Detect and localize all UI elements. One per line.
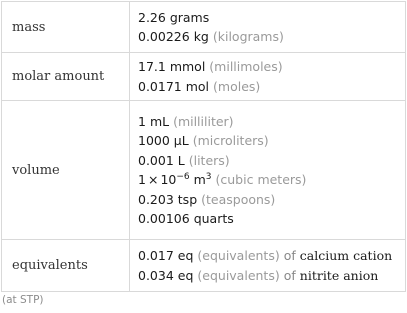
value-unit-base: m <box>193 172 206 187</box>
value-number: 0.00106 <box>138 211 190 226</box>
substance-name: nitrite anion <box>299 267 379 283</box>
unit-description: (liters) <box>188 152 230 168</box>
row-values-molar-amount <box>130 53 406 101</box>
value-number: 0.00226 <box>138 29 190 44</box>
value-number: 17.1 <box>138 59 166 74</box>
row-label-molar-amount: molar amount <box>2 53 130 101</box>
value-number: 0.034 <box>138 267 174 283</box>
value-exponent: −6 <box>176 172 190 182</box>
value-unit: tsp <box>177 191 198 207</box>
value-unit: quarts <box>193 211 234 226</box>
footnote: (at STP) <box>2 294 44 306</box>
unit-description: (equivalents) <box>197 267 280 283</box>
value-number: 2.26 <box>138 9 166 25</box>
value-unit: µL <box>173 133 189 148</box>
unit-description: (millimoles) <box>209 59 283 74</box>
value-line <box>138 209 405 229</box>
unit-description: (moles) <box>213 78 261 94</box>
value-unit: kg <box>193 29 209 44</box>
row-values-equivalents <box>130 240 406 292</box>
value-line <box>138 27 405 47</box>
value-unit: mol <box>185 78 210 94</box>
value-line <box>138 77 405 97</box>
value-line <box>138 57 405 77</box>
row-label-equivalents: equivalents <box>2 240 130 292</box>
unit-description: (equivalents) <box>197 248 280 263</box>
value-unit: eq <box>177 267 194 283</box>
value-number: 0.203 <box>138 191 174 207</box>
value-line <box>138 112 405 132</box>
value-line-scientific <box>138 170 405 190</box>
unit-description: (kilograms) <box>212 29 284 44</box>
value-base: 10 <box>160 172 177 187</box>
value-number: 1000 <box>138 133 170 148</box>
value-line <box>138 151 405 171</box>
table-row-equivalents <box>2 240 406 292</box>
table-row-mass <box>2 2 406 53</box>
value-unit: mmol <box>169 59 206 74</box>
row-label-volume: volume <box>2 101 130 240</box>
value-line <box>138 266 405 286</box>
table-row-molar-amount <box>2 53 406 101</box>
unit-description: (teaspoons) <box>201 191 276 207</box>
value-unit-exponent: 3 <box>205 172 212 182</box>
value-unit: eq <box>177 248 194 263</box>
row-values-volume <box>130 101 406 240</box>
unit-description: (milliliter) <box>173 113 234 129</box>
value-unit: grams <box>169 9 210 25</box>
value-unit: mL <box>149 113 170 129</box>
value-number: 0.001 <box>138 152 174 168</box>
unit-description: (microliters) <box>192 133 269 148</box>
row-label-mass: mass <box>2 2 130 53</box>
value-unit: L <box>177 152 185 168</box>
value-line <box>138 8 405 28</box>
value-unit <box>194 172 212 187</box>
properties-table <box>1 1 406 292</box>
unit-description: (cubic meters) <box>215 172 307 187</box>
value-line <box>138 190 405 210</box>
times-sign: × <box>147 172 159 187</box>
value-line <box>138 131 405 151</box>
value-number: 0.017 <box>138 248 174 263</box>
table-row-volume <box>2 101 406 240</box>
value-coefficient: 1 <box>138 172 146 187</box>
value-number: 1 <box>138 113 146 129</box>
connector-text: of <box>283 248 296 263</box>
value-number: 0.0171 <box>138 78 182 94</box>
row-values-mass <box>130 2 406 53</box>
substance-name: calcium cation <box>299 248 393 263</box>
value-line <box>138 246 405 266</box>
connector-text: of <box>283 267 296 283</box>
